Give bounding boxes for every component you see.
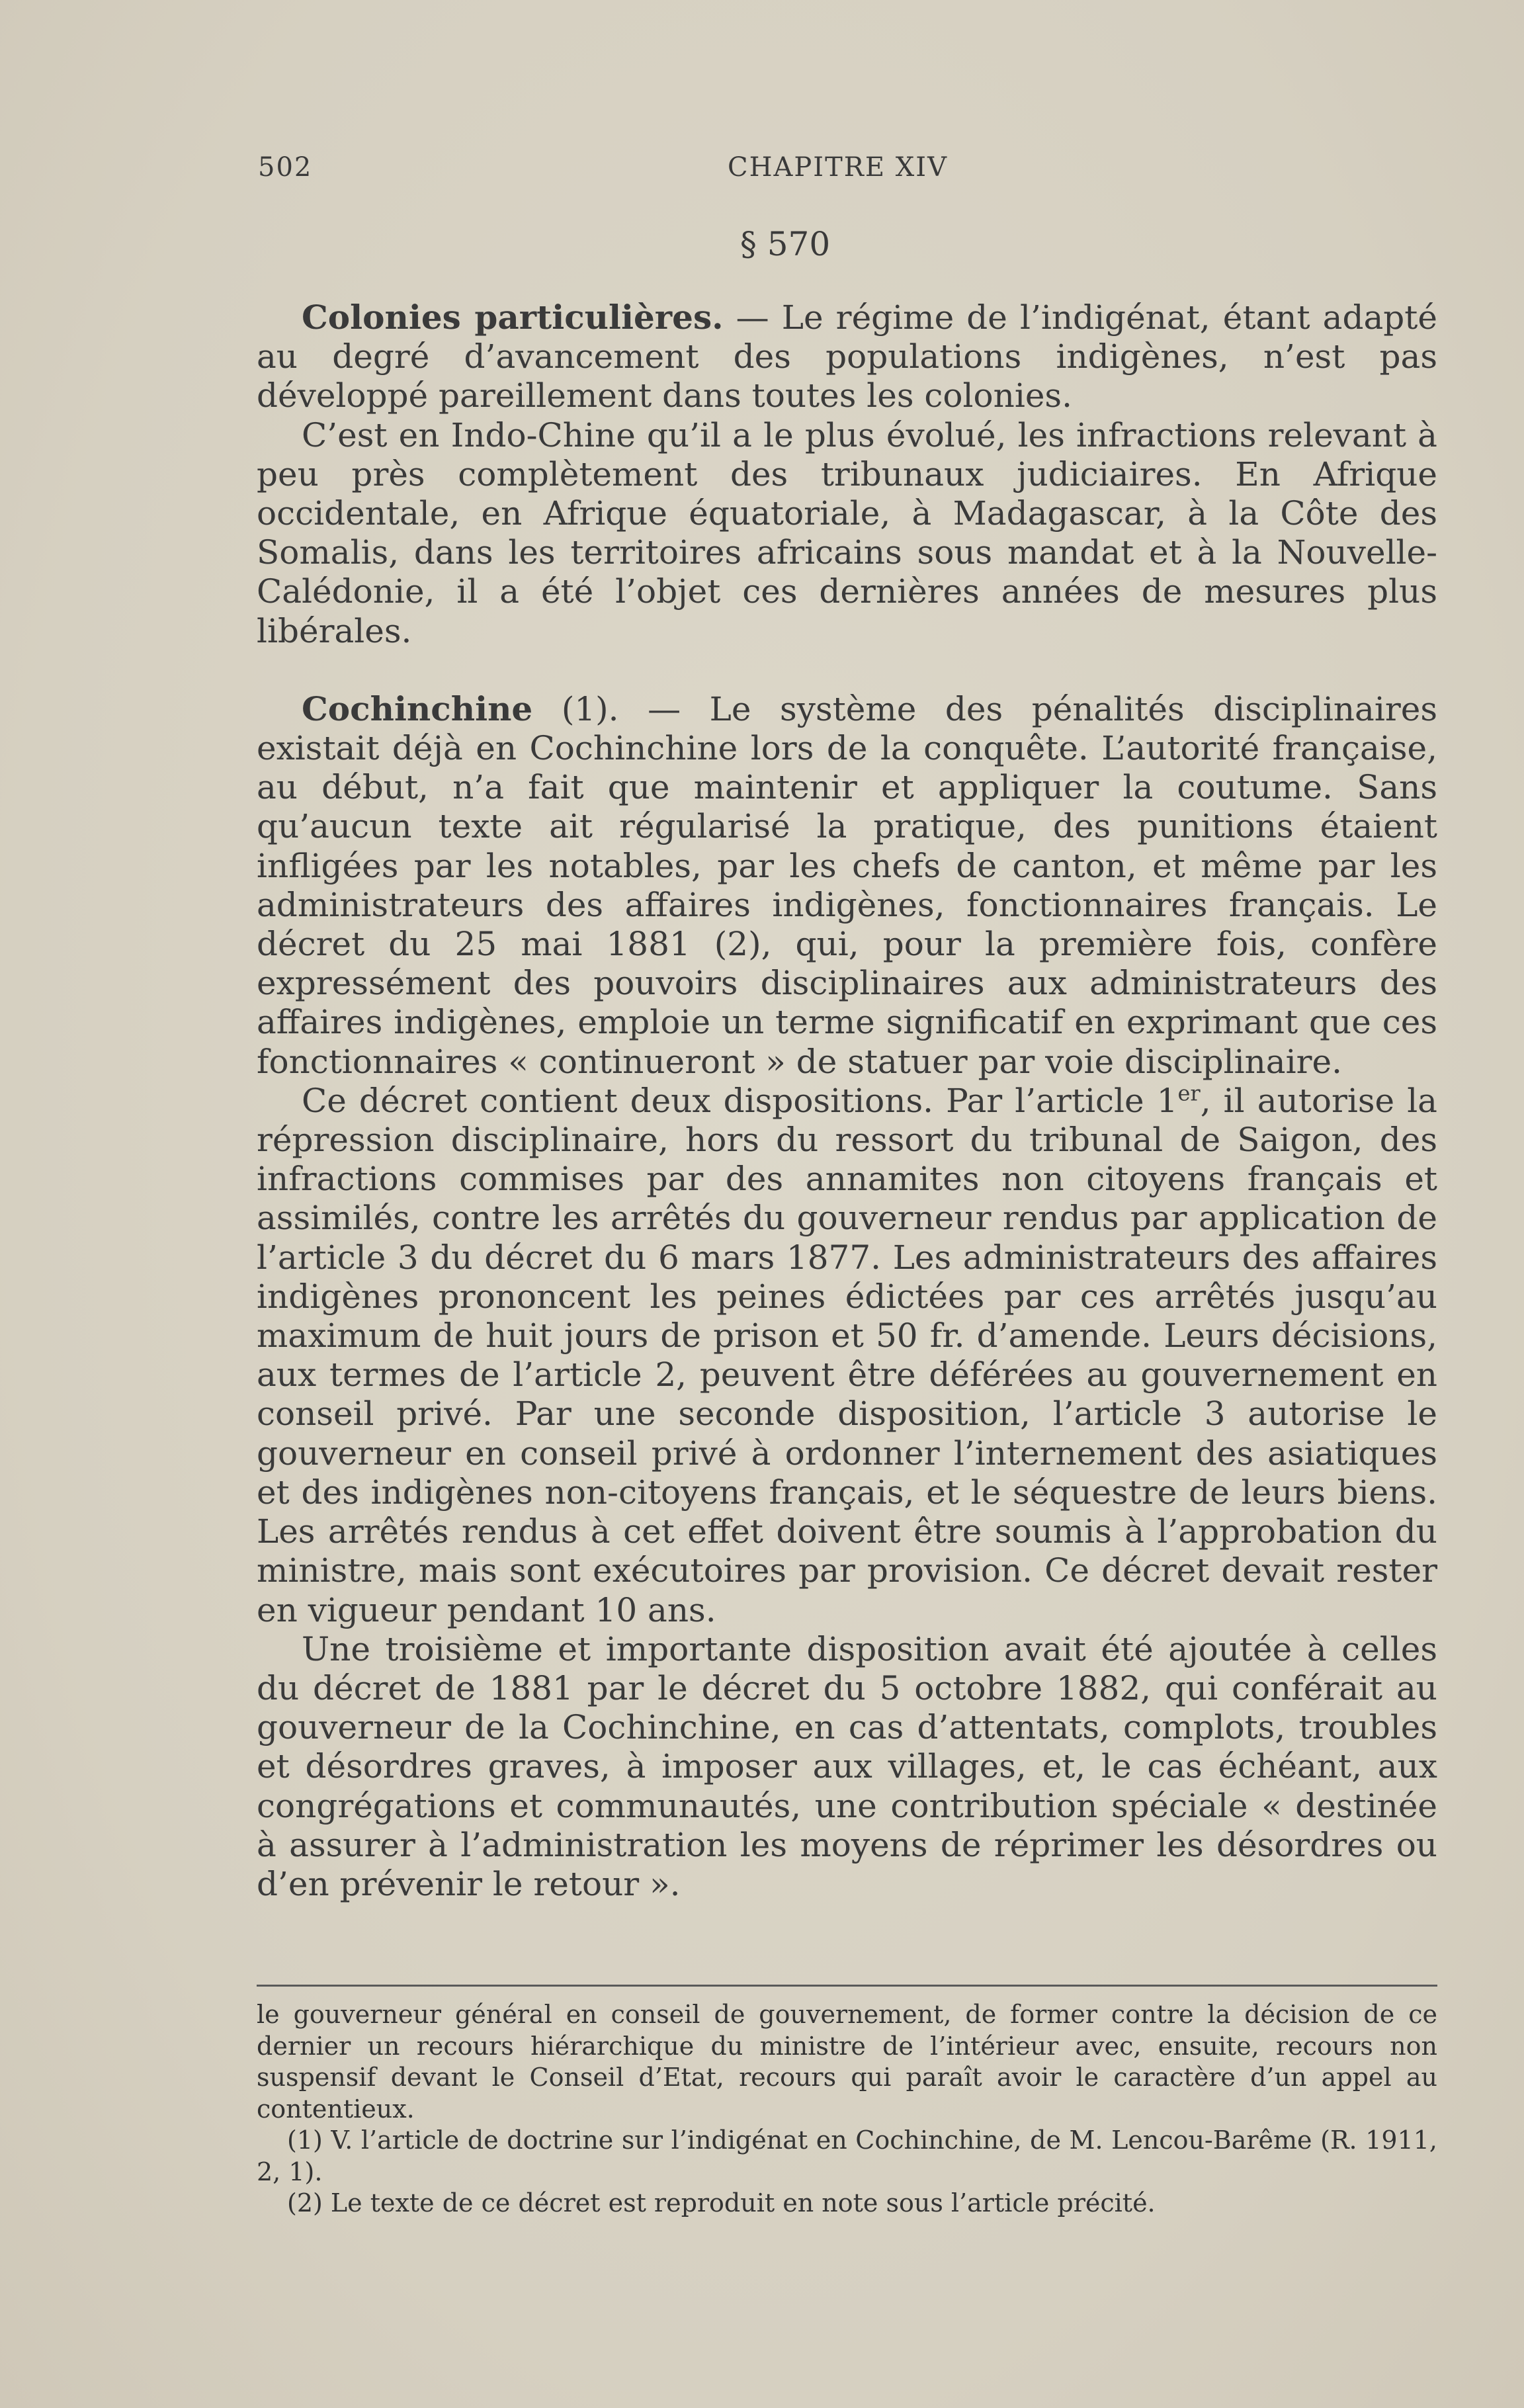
paragraph-text: , il autorise la répression disciplinaire, hors du ressort du tribunal de Saigon, des infractions commises par des annamites non citoyens français et assimilés, contre les arrêtés du gouverneur rendus par application de l’article 3 du décret du 6 mars 1877. Les administrateurs des affaires indigènes prononcent les peines édictées par ces arrêtés jusqu’au maximum de huit jours de prison et 50 fr. d’amende. Leurs décisions, aux termes de l’article 2, peuvent être déférées au gouvernement en conseil privé. Par une seconde disposition, l’article 3 autorise le gouverneur en conseil privé à ordonner l’internement des asiatiques et des indigènes non-citoyens français, et le séquestre de leurs biens. Les arrêtés rendus à cet effet doivent être soumis à l’approbation du ministre, mais sont exécutoires par provision. Ce décret devait rester en vigueur pendant 10 ans. [257,1081,1437,1629]
paragraph-text: — Le régime de l’indigénat, étant adapté au degré d’avancement des populations indigènes, n’est pas développé pareillement dans toutes les colonies. [257,298,1437,415]
paragraph-text: (1). — Le système des pénalités disciplinaires existait déjà en Cochinchine lors de la conquête. L’autorité française, au début, n’a fait que maintenir et appliquer la coutume. Sans qu’aucun texte ait régularisé la pratique, des punitions étaient infligées par les notables, par les chefs de canton, et même par les administrateurs des affaires indigènes, fonctionnaires français. Le décret du 25 mai 1881 (2), qui, pour la première fois, confère expressément des pouvoirs disciplinaires aux administrateurs des affaires indigènes, emploie un terme significatif en exprimant que ces fonctionnaires « continueront » de statuer par voie disciplinaire. [257,689,1437,1081]
page-number: 502 [258,152,313,183]
footnote-separator [257,1985,1437,1987]
body-text [257,298,1437,1904]
paragraph-decret-dispositions [257,1082,1437,1630]
paragraph-colonies [257,298,1437,416]
section-title: § 570 [740,225,831,263]
paragraph-cochinchine [257,689,1437,1082]
runin-heading-colonies: Colonies particulières. [302,298,724,337]
paragraph-troisieme-disposition: Une troisième et importante disposition avait été ajoutée à celles du décret de 1881 par le décret du 5 octobre 1882, qui conférait au gouverneur de la Cochinchine, en cas d’attentats, complots, troubles et désordres graves, à imposer aux villages, et, le cas échéant, aux congrégations et communautés, une contribution spéciale « destinée à assurer à l’administration les moyens de réprimer les désordres ou d’en prévenir le retour ». [257,1629,1437,1903]
footnote-2: (2) Le texte de ce décret est reproduit en note sous l’article précité. [287,2188,1156,2217]
paragraph-text: Ce décret contient deux dispositions. Par l’article 1 [302,1081,1178,1120]
runin-heading-cochinchine: Cochinchine [302,689,533,728]
superscript: er [1177,1080,1201,1106]
footnotes [257,1999,1437,2219]
footnote-continuation: le gouverneur général en conseil de gouvernement, de former contre la décision de ce dernier un recours hiérarchique du ministre de l’intérieur avec, ensuite, recours non suspensif devant le Conseil d’Etat, recours qui paraît avoir le caractère d’un appel au contentieux. [257,2000,1437,2124]
paragraph-indochine: C’est en Indo-Chine qu’il a le plus évolué, les infractions relevant à peu près complètement des tribunaux judiciaires. En Afrique occidentale, en Afrique équatoriale, à Madagascar, à la Côte des Somalis, dans les territoires africains sous mandat et à la Nouvelle-Calédonie, il a été l’objet ces dernières années de mesures plus libérales. [257,415,1437,650]
footnote-1: (1) V. l’article de doctrine sur l’indigénat en Cochinchine, de M. Lencou-Barême (R. 1911, 2, 1). [257,2126,1437,2186]
chapter-heading: CHAPITRE XIV [728,152,948,183]
